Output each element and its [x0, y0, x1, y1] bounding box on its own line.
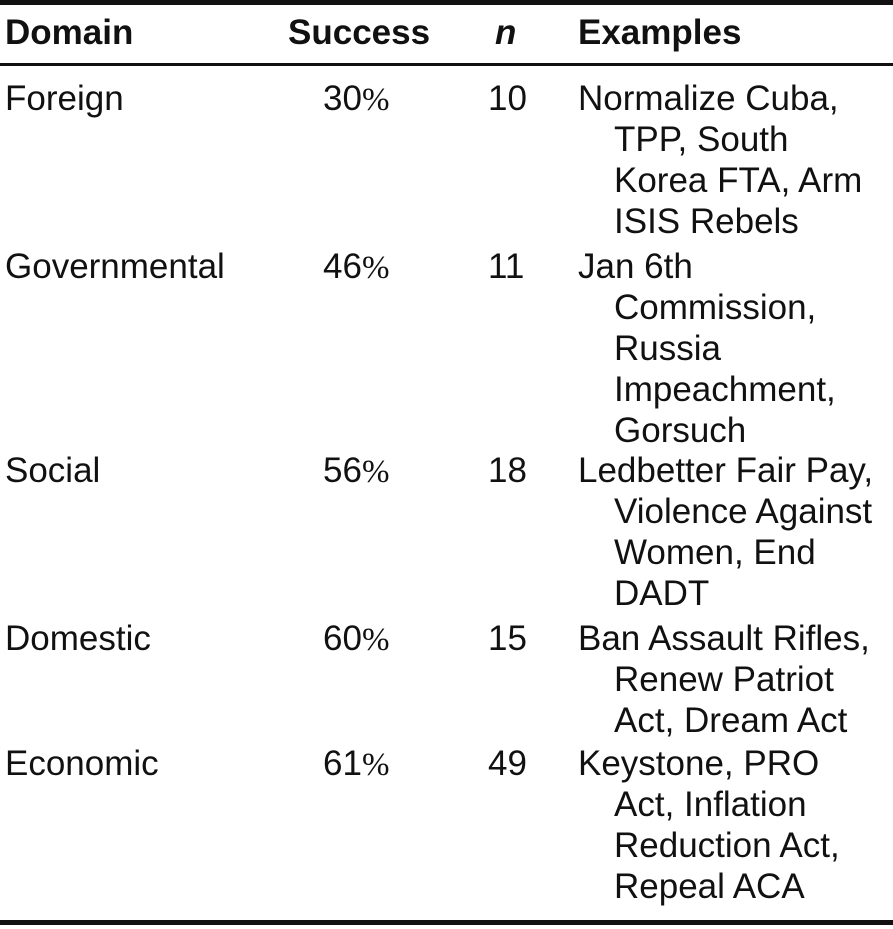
- row-social-success: [323, 450, 389, 493]
- row-economic-examples: [578, 743, 893, 907]
- row-governmental-n: 11: [488, 247, 525, 286]
- header-success: Success: [288, 13, 431, 52]
- header-domain: Domain: [5, 13, 134, 52]
- example-line: ISIS Rebels: [614, 202, 799, 241]
- example-line: Repeal ACA: [614, 867, 805, 906]
- percent-sign: %: [361, 250, 390, 286]
- example-line: Korea FTA, Arm: [614, 161, 863, 200]
- header-examples: Examples: [578, 13, 742, 52]
- example-line: Reduction Act,: [614, 826, 840, 865]
- example-line: Violence Against: [614, 492, 873, 531]
- percent-sign: %: [361, 454, 390, 490]
- row-governmental-examples: [578, 246, 893, 451]
- row-domestic-n: 15: [488, 619, 527, 658]
- row-social-examples: [578, 450, 893, 614]
- row-foreign-n: 10: [488, 79, 527, 118]
- example-line: Gorsuch: [614, 411, 747, 450]
- example-line: TPP, South: [614, 120, 789, 159]
- row-economic-domain: Economic: [5, 744, 159, 783]
- table-bottom-rule: [0, 920, 893, 925]
- percent-sign: %: [361, 747, 390, 783]
- example-line: Women, End: [614, 533, 816, 572]
- header-n: n: [495, 13, 517, 52]
- example-line: Act, Dream Act: [614, 701, 848, 740]
- success-number: 46: [323, 247, 362, 286]
- example-line: Ban Assault Rifles,: [578, 619, 870, 658]
- row-domestic-domain: Domestic: [5, 619, 151, 658]
- percent-sign: %: [361, 82, 390, 118]
- example-line: Ledbetter Fair Pay,: [578, 451, 874, 490]
- row-governmental-success: [323, 246, 389, 289]
- success-number: 30: [323, 79, 362, 118]
- example-line: Renew Patriot: [614, 660, 834, 699]
- row-foreign-examples: [578, 78, 893, 242]
- table-header-rule: [0, 63, 893, 66]
- example-line: Russia: [614, 329, 721, 368]
- success-number: 61: [323, 744, 362, 783]
- success-number: 56: [323, 451, 362, 490]
- success-number: 60: [323, 619, 362, 658]
- example-line: Impeachment,: [614, 370, 836, 409]
- example-line: Act, Inflation: [614, 785, 807, 824]
- row-governmental-domain: Governmental: [5, 247, 225, 286]
- row-foreign-domain: Foreign: [5, 79, 124, 118]
- row-social-n: 18: [488, 451, 527, 490]
- example-line: Keystone, PRO: [578, 744, 820, 783]
- row-economic-n: 49: [488, 744, 527, 783]
- row-domestic-success: [323, 618, 389, 661]
- row-domestic-examples: [578, 618, 893, 741]
- row-social-domain: Social: [5, 451, 101, 490]
- example-line: Jan 6th: [578, 247, 693, 286]
- row-foreign-success: [323, 78, 389, 121]
- example-line: DADT: [614, 574, 710, 613]
- percent-sign: %: [361, 622, 390, 658]
- example-line: Commission,: [614, 288, 817, 327]
- table-top-rule: [0, 0, 893, 5]
- row-economic-success: [323, 743, 389, 786]
- example-line: Normalize Cuba,: [578, 79, 839, 118]
